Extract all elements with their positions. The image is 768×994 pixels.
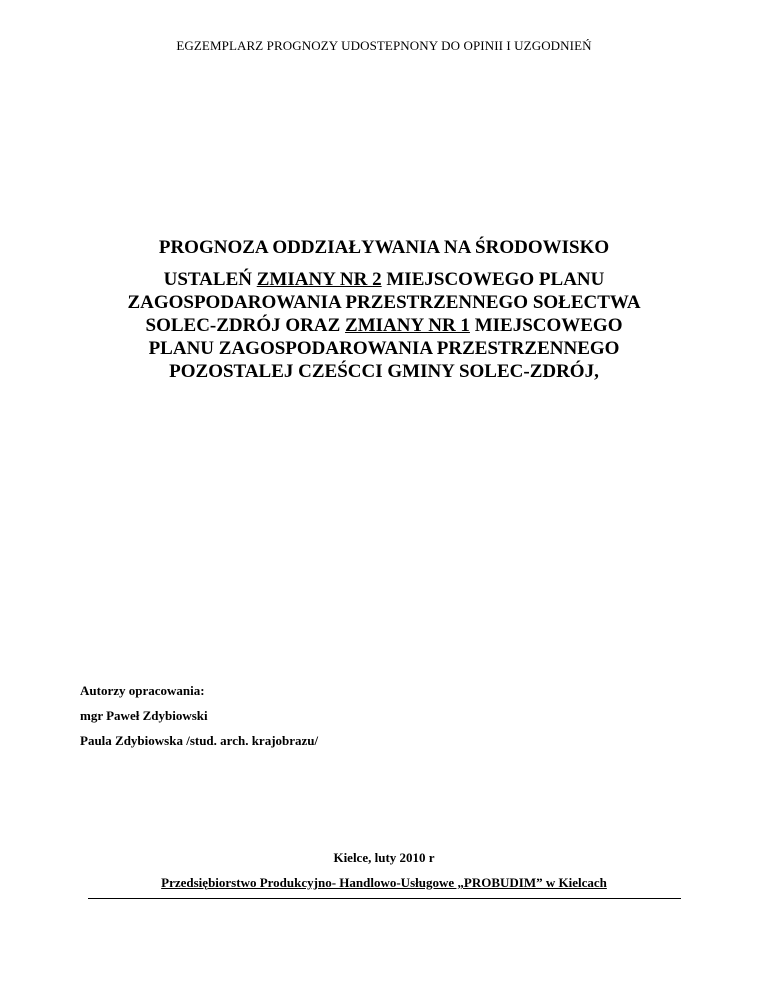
- document-subtitle: [80, 268, 688, 383]
- author-item: mgr Paweł Zdybiowski: [80, 708, 208, 723]
- subtitle-line-1-end: MIEJSCOWEGO PLANU: [381, 269, 605, 290]
- subtitle-line-1: [80, 268, 688, 291]
- subtitle-line-3-end: MIEJSCOWEGO: [469, 315, 623, 336]
- authors-section: [80, 683, 318, 758]
- subtitle-change-2: ZMIANY NR 2: [256, 269, 382, 290]
- title-block: [80, 236, 688, 383]
- subtitle-line-4: PLANU ZAGOSPODAROWANIA PRZESTRZENNEGO: [148, 338, 620, 359]
- place-date: Kielce, luty 2010 r: [333, 850, 435, 865]
- company-name: Przedsiębiorstwo Produkcyjno- Handlowo-Usługowe „PROBUDIM” w Kielcach: [161, 875, 607, 890]
- author-item: Paula Zdybiowska /stud. arch. krajobrazu/: [80, 733, 319, 748]
- subtitle-line-3-start: SOLEC-ZDRÓJ ORAZ: [145, 315, 346, 336]
- authors-heading: Autorzy opracowania:: [80, 683, 205, 698]
- bottom-divider: [88, 898, 681, 899]
- document-title: PROGNOZA ODDZIAŁYWANIA NA ŚRODOWISKO: [158, 237, 610, 258]
- subtitle-line-1-start: USTALEŃ: [163, 269, 257, 290]
- header-note: EGZEMPLARZ PROGNOZY UDOSTEPNONY DO OPINII I UZGODNIEŃ: [176, 38, 592, 53]
- subtitle-line-5: POZOSTALEJ CZEŚCCI GMINY SOLEC-ZDRÓJ,: [169, 361, 599, 382]
- subtitle-line-3: [80, 314, 688, 337]
- subtitle-change-1: ZMIANY NR 1: [345, 315, 470, 336]
- subtitle-line-2: ZAGOSPODAROWANIA PRZESTRZENNEGO SOŁECTWA: [127, 292, 641, 313]
